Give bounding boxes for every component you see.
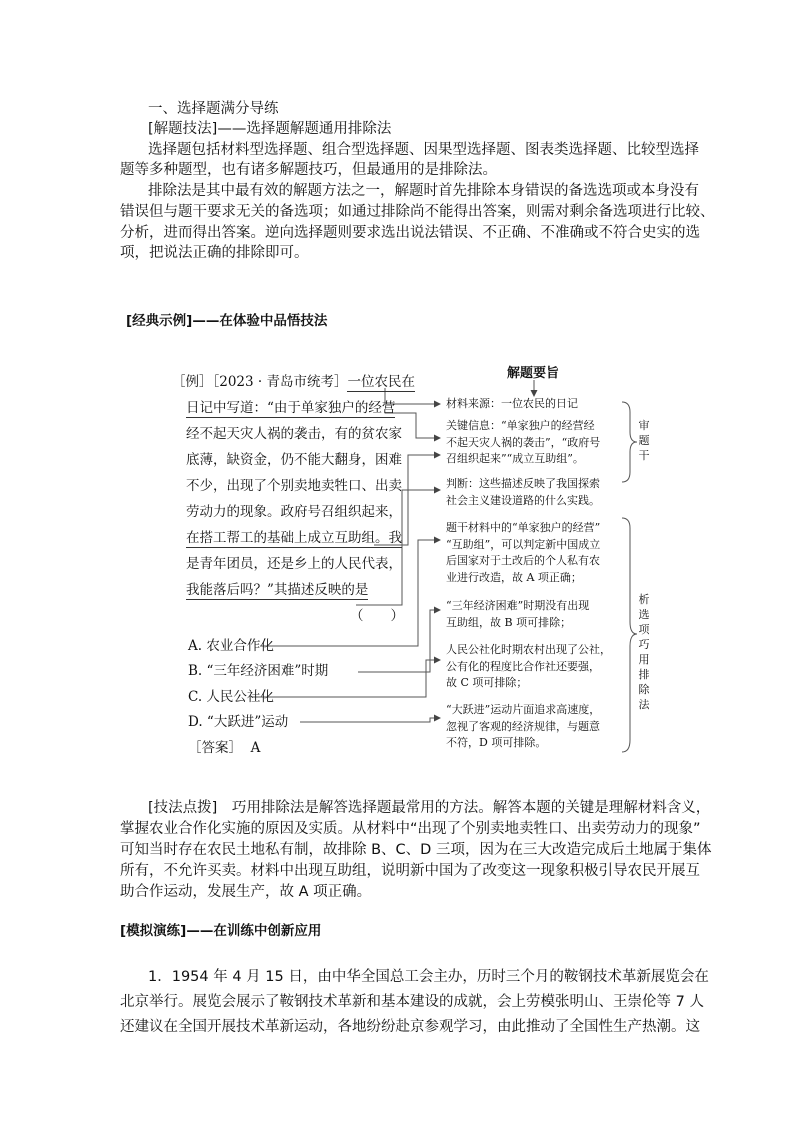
note-2 [446,418,600,468]
example-line-7-text: 在搭工帮工的基础上成立互助组。我 [186,530,402,546]
note-4-line-1: 题干材料中的“单家独户的经营” [446,521,601,534]
note-4-line-4: 业进行改造，故 A 项正确； [446,570,582,584]
note-6-line-1: 人民公社化时期农村出现了公社， [446,643,611,656]
note-3-line-2: 社会主义建设道路的什么实践。 [446,493,600,507]
note-1 [446,396,578,413]
intro-para2-line2: 错误但与题干要求无关的备选项；如通过排除尚不能得出答案，则需对剩余备选项进行比较、 [120,204,715,220]
example-line-4: 底薄，缺资金，仍不能大翻身，困难 [186,452,402,468]
intro-para2-line4: 项，把说法正确的排除即可。 [120,245,309,261]
example-line-9-text: 我能落后吗？”其描述反映的是 [186,582,369,598]
tip-line-3: 可知当时存在农民土地私有制，故排除 B、C、D 三项，因为在三大改造完成后土地属于集体 [120,842,712,858]
example-line-6: 劳动力的现象。政府号召组织起来， [186,504,402,520]
option-a: A. 农业合作化 [188,638,274,654]
section-heading: 一、选择题满分导练 [148,101,279,117]
answer-blank: （ ） [350,608,404,624]
note-6-line-2: 公有化的程度比合作社还要强， [446,659,600,673]
note-7-line-3: 不符，D 项可排除。 [446,736,547,749]
answer-label: ［答案］ [188,740,242,756]
note-5-line-2: 互助组，故 B 项可排除； [446,615,572,629]
note-4-line-2: “互助组”，可以判定新中国成立 [446,537,601,551]
example-first-line [172,372,415,392]
option-c: C. 人民公社化 [188,689,274,705]
note-7 [446,702,600,752]
practice-title: [模拟演练]——在训练中创新应用 [120,923,322,939]
option-b: B. “三年经济困难”时期 [188,663,329,679]
intro-para1-line1: 选择题包括材料型选择题、组合型选择题、因果型选择题、图表类选择题、比较型选择 [148,142,699,158]
answer-line [188,738,260,758]
note-3-line-1: 判断：这些描述反映了我国探索 [446,477,600,490]
example-prefix: ［例］［2023 · 青岛市统考］ [172,374,348,390]
note-7-line-2: 忽视了客观的经济规律，与题意 [446,719,600,733]
method-title: [解题技法]——选择题解题通用排除法 [148,121,392,137]
intro-para2-line1: 排除法是其中最有效的解题方法之一，解题时首先排除本身错误的备选选项或本身没有 [148,183,699,199]
option-d: D. “大跃进”运动 [188,714,289,730]
tip-line-4: 所有，不允许买卖。材料中出现互助组，说明新中国为了改变这一现象积极引导农民开展互 [120,863,700,879]
note-5 [446,598,589,631]
note-4 [446,520,600,586]
note-6 [446,642,611,692]
example-line-9 [186,580,368,600]
note-4-line-3: 后国家对于土改后的个人私有农 [446,554,600,567]
note-6-line-3: 故 C 项可排除； [446,676,528,689]
note-2-line-2: 不起天灾人祸的袭击”，“政府号 [446,435,601,449]
tip-line-1: [技法点拨] 巧用排除法是解答选择题最常用的方法。解答本题的关键是理解材料含义， [148,800,711,816]
intro-para2-line3: 分析，进而得出答案。逆向选择题则要求选出说法错误、不正确、不准确或不符合史实的选 [120,225,700,241]
brace-label-exclusion: 析选项巧用排除法 [638,593,650,711]
example-line-2-text: 日记中写道：“由于单家独户的经营 [186,400,396,416]
tip-line-5: 助合作运动，发展生产，故 A 项正确。 [120,884,372,900]
brace-label-review-stem: 审题干 [638,419,650,462]
answer-value: A [250,740,261,756]
classic-title: [经典示例]——在体验中品悟技法 [126,313,328,329]
tip-line-2: 掌握农业合作化实施的原因及实质。从材料中“出现了个别卖地卖牲口、出卖劳动力的现象” [120,821,701,837]
intro-para1-line2: 题等多种题型，也有诸多解题技巧，但最通用的是排除法。 [120,162,497,178]
example-line-2 [186,398,395,418]
practice-line-2: 北京举行。展览会展示了鞍钢技术革新和基本建设的成就，会上劳模张明山、王崇伦等 7 人 [120,994,704,1010]
note-3 [446,476,600,509]
example-line-1: 一位农民在 [347,374,415,390]
example-line-7 [186,528,402,548]
practice-line-1: 1．1954 年 4 月 15 日，由中华全国总工会主办，历时三个月的鞍钢技术革新展览会在 [148,969,709,985]
note-5-line-1: “三年经济困难”时期没有出现 [446,599,590,612]
note-2-line-3: 召组织起来”“成立互助组”。 [446,452,584,465]
analysis-title: 解题要旨 [507,366,560,381]
practice-line-3: 还建议在全国开展技术革新运动，各地纷纷赴京参观学习，由此推动了全国性生产热潮。这 [120,1019,700,1035]
note-2-line-1: 关键信息：“单家独户的经营经 [446,419,595,432]
note-7-line-1: “大跃进”运动片面追求高速度， [446,703,601,716]
example-line-5: 不少，出现了个别卖地卖牲口、出卖 [186,478,402,494]
example-line-8: 是青年团员，还是乡上的人民代表， [186,556,402,572]
example-line-3: 经不起天灾人祸的袭击，有的贫农家 [186,426,402,442]
note-1-line-1: 材料来源：一位农民的日记 [446,397,578,410]
